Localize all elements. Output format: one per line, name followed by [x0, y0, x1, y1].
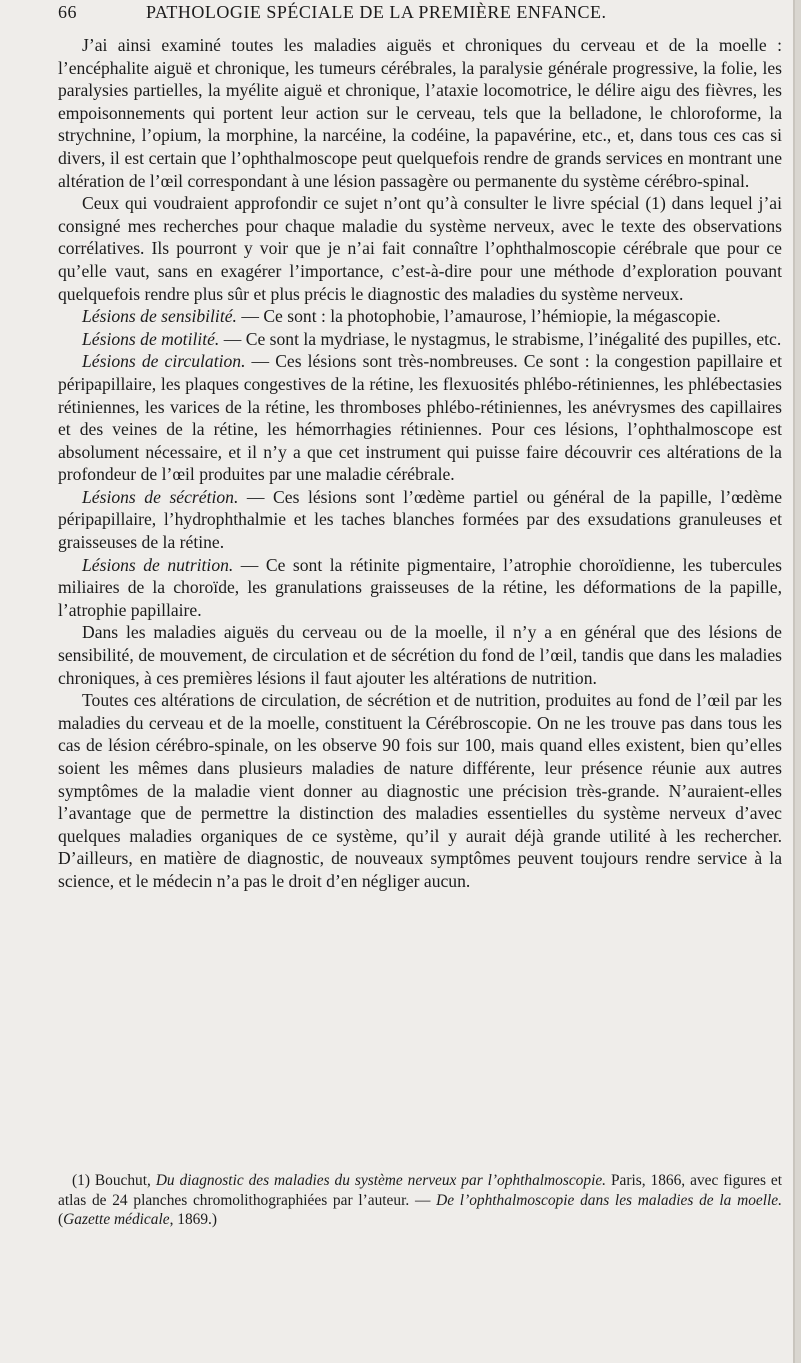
- paragraph-sensibilite: [58, 305, 782, 328]
- section-label: Lésions de sensibilité.: [82, 306, 237, 327]
- paragraph-text: — Ce sont la rétinite pigmentaire, l’atrophie choroïdienne, les tubercules miliaires de la choroïde, les granulations graisseuses de la rétine, les déformations de la papille, l’atrophie papillaire.: [58, 554, 782, 620]
- footnote-text: [58, 1171, 782, 1230]
- page-edge: [795, 0, 801, 1363]
- running-title: PATHOLOGIE SPÉCIALE DE LA PREMIÈRE ENFANCE.: [146, 2, 607, 22]
- paragraph-circulation: [58, 350, 782, 486]
- footnote-marker: (1) Bouchut,: [72, 1172, 156, 1189]
- paragraph-motilite: [58, 328, 782, 351]
- paragraph-secretion: [58, 486, 782, 554]
- paragraph: J’ai ainsi examiné toutes les maladies aiguës et chroniques du cerveau et de la moelle : l’encéphalite aiguë et chronique, les tumeurs cérébrales, la paralysie générale progressive, la folie, les paralysies partielles, la myélite aiguë et chronique, l’ataxie locomotrice, le délire aigu des fièvres, les empoisonnements qui portent leur action sur le cerveau, tels que la belladone, le chloroforme, la strychnine, l’opium, la morphine, la narcéine, la codéine, la papavérine, etc., et, dans tous ces cas si divers, il est certain que l’ophthalmoscope peut quelquefois rendre de grands services en montrant une altération de l’œil correspondant à une lésion passagère ou permanente du système cérébro-spinal.: [58, 35, 782, 191]
- paragraph: Toutes ces altérations de circulation, de sécrétion et de nutrition, produites au fond de l’œil par les maladies du cerveau et de la moelle, constituent la Cérébroscopie. On ne les trouve pas dans tous les cas de lésion cérébro-spinale, on les observe 90 fois sur 100, mais quand elles existent, bien qu’elles soient les mêmes dans plusieurs maladies de nature différente, leur présence réunie aux autres symptômes de la maladie vient donner au diagnostic une précision très-grande. N’auraient-elles l’avantage que de permettre la distinction des maladies essentielles du système nerveux d’avec quelques maladies organiques de ce système, qu’il y aurait déjà grande utilité à les rechercher. D’ailleurs, en matière de diagnostic, de nouveaux symptômes peuvent toujours rendre service à la science, et le médecin n’a pas le droit d’en négliger aucun.: [58, 690, 782, 891]
- paragraph: Ceux qui voudraient approfondir ce sujet n’ont qu’à consulter le livre spécial (1) dans lequel j’ai consigné mes recherches pour chaque maladie du système nerveux, avec le texte des observations corrélatives. Ils pourront y voir que je n’ai fait connaître l’ophthalmoscopie cérébrale que pour ce qu’elle vaut, sans en exagérer l’importance, c’est-à-dire pour une méthode d’exploration pouvant quelquefois rendre plus sûr et plus précis le diagnostic des maladies du système nerveux.: [58, 193, 782, 304]
- footnote-text-mid: Paris, 1866, avec figures et atlas de 24 planches chromolithographiées par l’auteur. —: [58, 1172, 782, 1209]
- paragraph-text: — Ce sont : la photophobie, l’amaurose, l’hémiopie, la mégascopie.: [236, 306, 721, 327]
- paragraph-nutrition: [58, 554, 782, 622]
- section-label: Lésions de circulation.: [82, 351, 246, 372]
- paragraph: Dans les maladies aiguës du cerveau ou de la moelle, il n’y a en général que des lésions de sensibilité, de mouvement, de circulation et de sécrétion du fond de l’œil, tandis que dans les maladies chroniques, à ces premières lésions il faut ajouter les altérations de nutrition.: [58, 622, 782, 688]
- paragraph-text: — Ce sont la mydriase, le nystagmus, le strabisme, l’inégalité des pupilles, etc.: [219, 328, 782, 349]
- footnote-journal: Gazette médicale: [63, 1211, 170, 1229]
- paragraph-text: — Ces lésions sont l’œdème partiel ou général de la papille, l’œdème péripapillaire, l’hydrophthalmie et les taches blanches formées par des exsudations granuleuses et graisseuses de la rétine.: [58, 486, 783, 553]
- footnote-title: De l’ophthalmoscopie dans les maladies de la moelle.: [436, 1191, 782, 1209]
- footnote-title: Du diagnostic des maladies du système nerveux par l’ophthalmoscopie.: [155, 1172, 607, 1189]
- section-label: Lésions de sécrétion.: [82, 486, 239, 507]
- paragraph-text: — Ces lésions sont très-nombreuses. Ce sont : la congestion papillaire et péripapillaire, les plaques congestives de la rétine, les flexuosités phlébo-rétiniennes, les phlébectasies rétiniennes, les varices de la rétine, les thromboses phlébo-rétiniennes, les anévrysmes des capillaires et des veines de la rétine, les hémorrhagies rétiniennes. Pour ces lésions, l’ophthalmoscope est absolument nécessaire, et il n’y a que cet instrument qui puisse faire découvrir ces altérations de la profondeur de l’œil produites par une maladie cérébrale.: [58, 351, 782, 485]
- body-text: [58, 34, 782, 893]
- footnote-text-close: , 1869.): [169, 1211, 218, 1229]
- footnote: [58, 1171, 782, 1230]
- page-number: 66: [58, 2, 77, 22]
- page-header: [58, 2, 778, 30]
- section-label: Lésions de nutrition.: [82, 554, 234, 575]
- section-label: Lésions de motilité.: [82, 328, 220, 349]
- footnote-text-end: (: [58, 1211, 64, 1229]
